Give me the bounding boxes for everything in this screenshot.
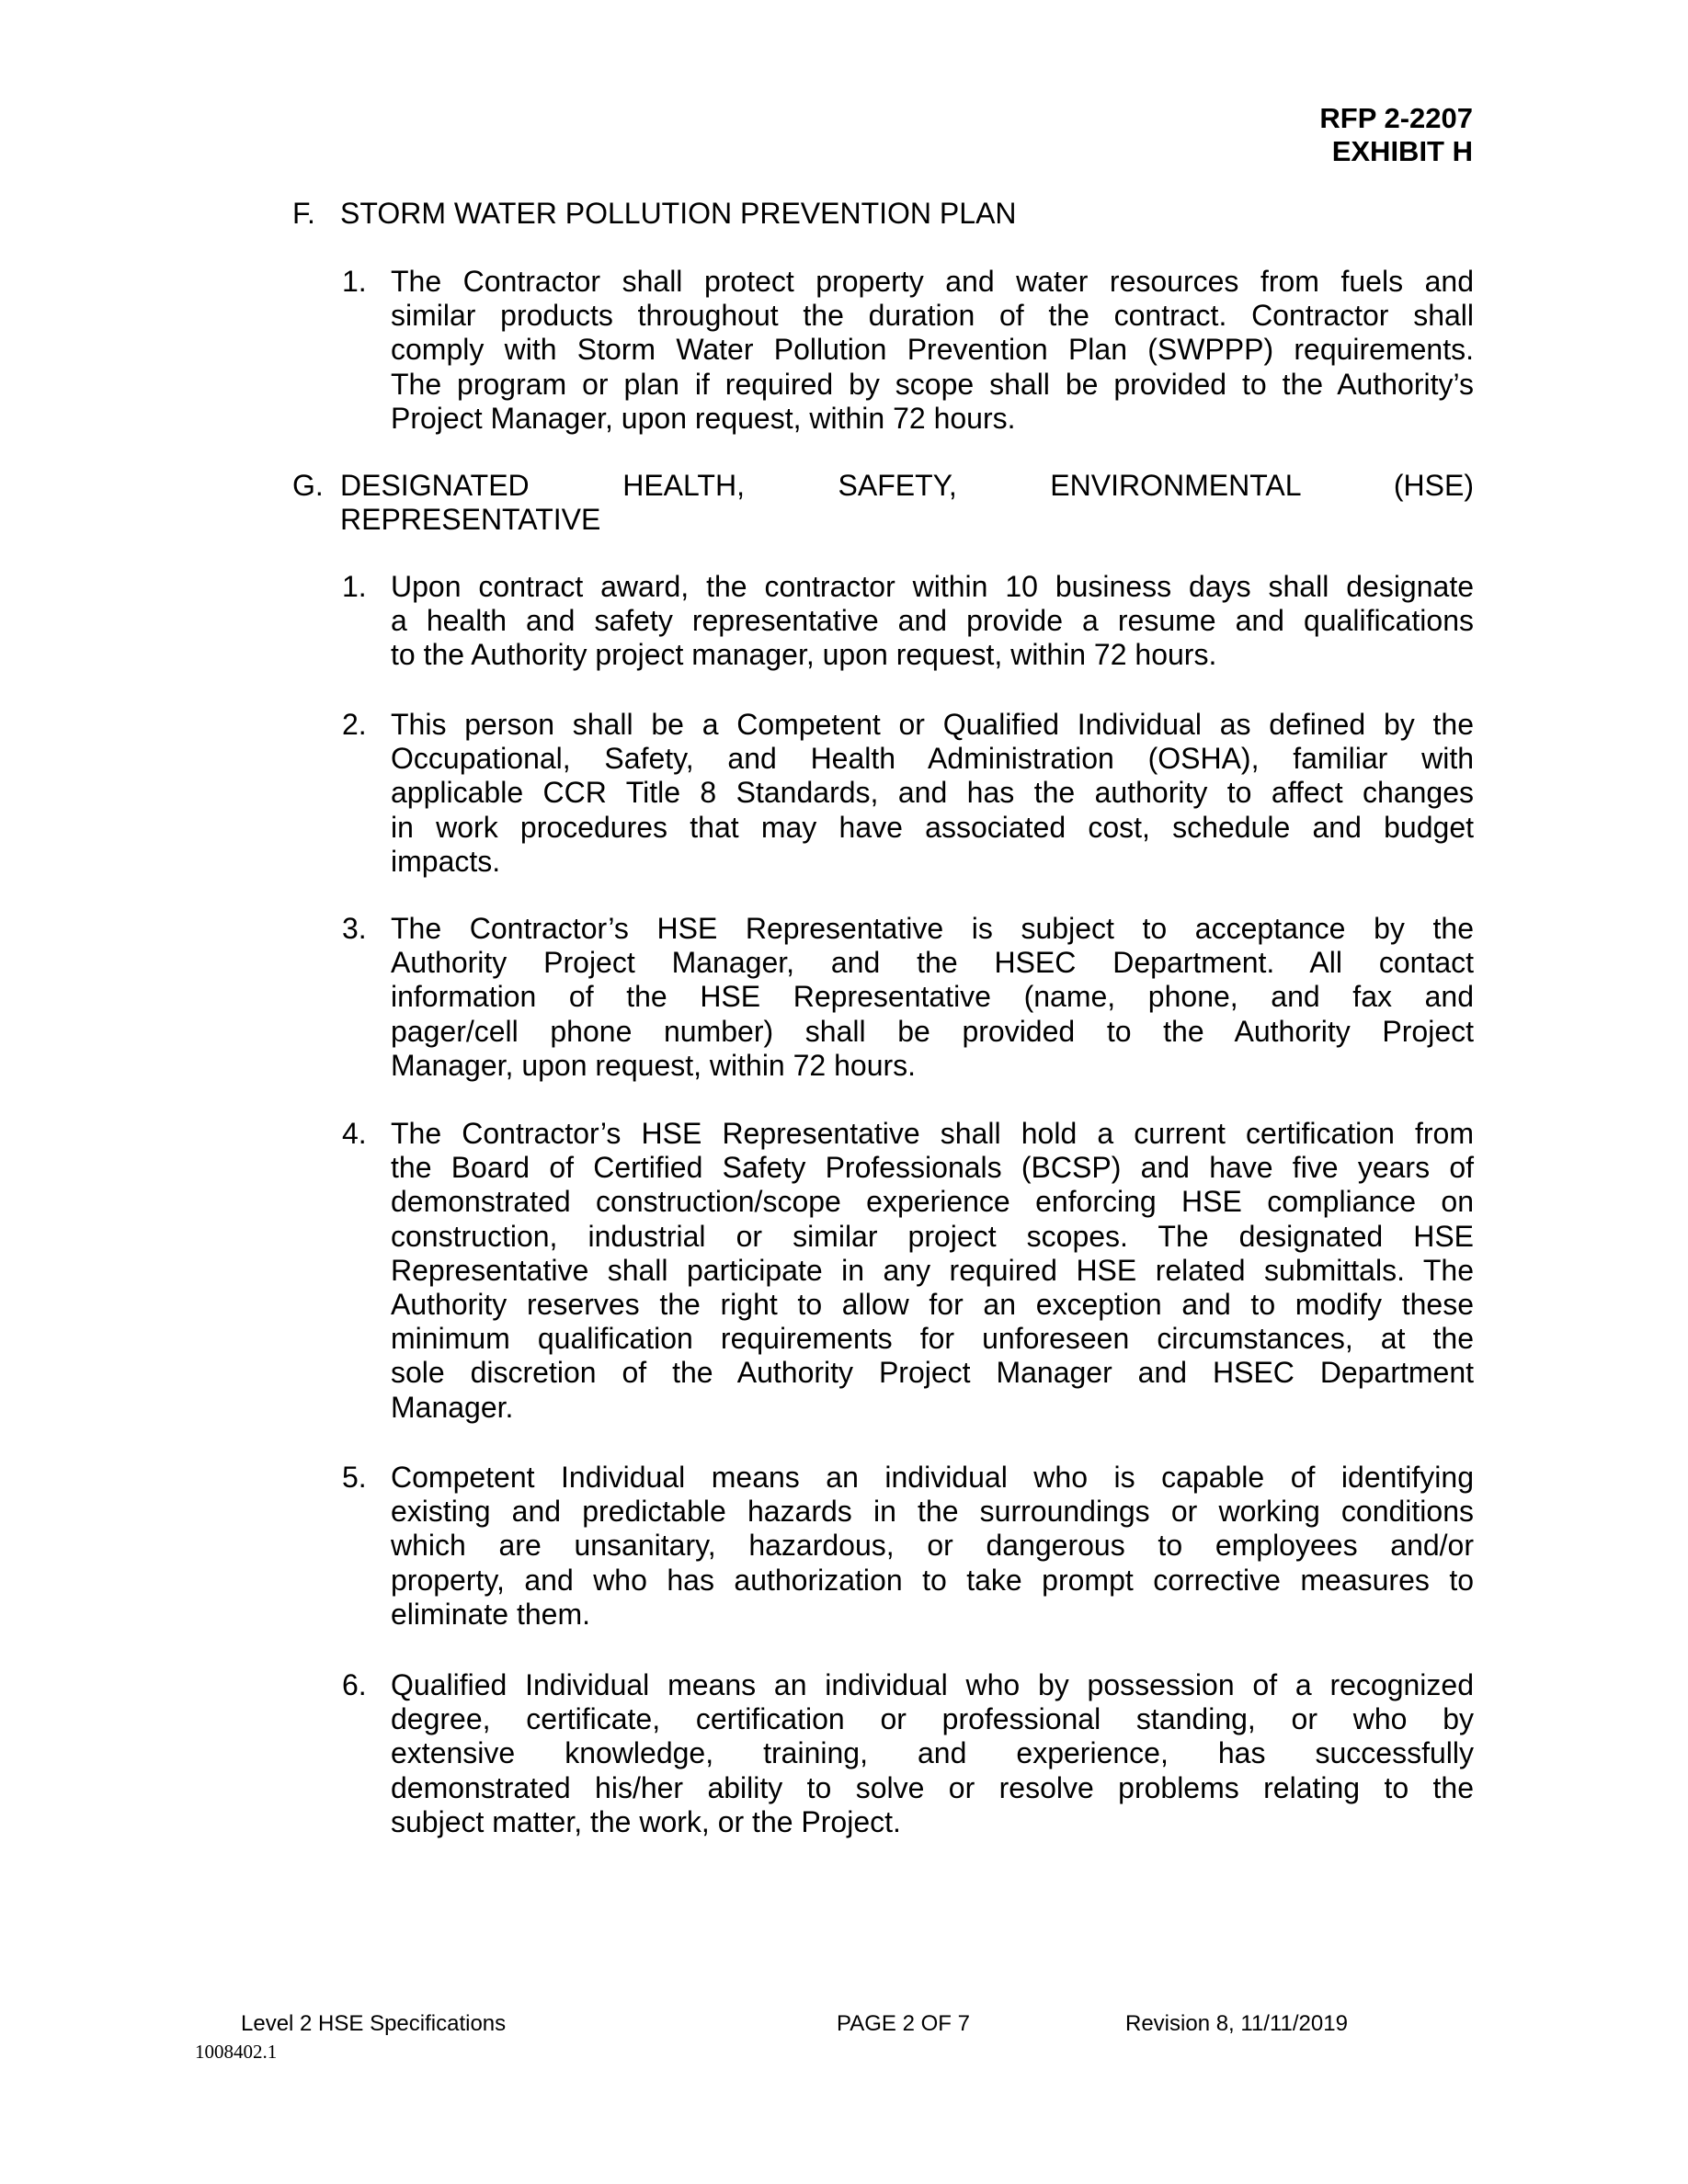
text-line: Representative shall participate in any required HSE related submittals. The: [391, 1253, 1474, 1287]
footer-title: Level 2 HSE Specifications: [241, 2011, 507, 2036]
text-line: Project Manager, upon request, within 72 hours.: [391, 401, 1016, 435]
section-heading: [340, 469, 1474, 537]
item-number: 6.: [342, 1668, 367, 1701]
text-line: to the Authority project manager, upon request, within 72 hours.: [391, 638, 1217, 672]
item-text: [391, 1668, 1474, 1839]
text-line: Authority Project Manager, and the HSEC Department. All contact: [391, 946, 1474, 980]
text-line: property, and who has authorization to take prompt corrective measures to: [391, 1563, 1474, 1597]
text-line: the Board of Certified Safety Professionals (BCSP) and have five years of: [391, 1151, 1474, 1185]
text-line: in work procedures that may have associated cost, schedule and budget: [391, 810, 1474, 844]
text-line: Manager.: [391, 1390, 514, 1424]
document-id: 1008402.1: [195, 2041, 278, 2063]
text-line: Occupational, Safety, and Health Administration (OSHA), familiar with: [391, 742, 1474, 776]
text-line: The Contractor’s HSE Representative is subject to acceptance by the: [391, 912, 1474, 945]
item-text: [391, 1117, 1474, 1425]
text-line: The Contractor’s HSE Representative shall hold a current certification from: [391, 1117, 1474, 1150]
text-line: STORM WATER POLLUTION PREVENTION PLAN: [340, 197, 1017, 230]
item-number: 4.: [342, 1117, 367, 1150]
text-line: minimum qualification requirements for unforeseen circumstances, at the: [391, 1322, 1474, 1356]
item-text: [391, 1461, 1474, 1632]
text-line: degree, certificate, certification or professional standing, or who by: [391, 1702, 1474, 1736]
text-line: comply with Storm Water Pollution Prevention Plan (SWPPP) requirements.: [391, 333, 1474, 367]
text-line: Authority reserves the right to allow for an exception and to modify these: [391, 1287, 1474, 1321]
item-number: 1.: [342, 570, 367, 603]
text-line: extensive knowledge, training, and experience, has successfully: [391, 1736, 1474, 1770]
text-line: Upon contract award, the contractor within 10 business days shall designate: [391, 570, 1474, 603]
text-line: impacts.: [391, 844, 501, 878]
item-text: [391, 912, 1474, 1083]
item-number: 5.: [342, 1461, 367, 1494]
item-number: 2.: [342, 708, 367, 741]
text-line: demonstrated construction/scope experience enforcing HSE compliance on: [391, 1185, 1474, 1219]
text-line: information of the HSE Representative (name, phone, and fax and: [391, 980, 1474, 1014]
text-line: This person shall be a Competent or Qualified Individual as defined by the: [391, 708, 1474, 741]
item-text: [391, 708, 1474, 879]
text-line: construction, industrial or similar project scopes. The designated HSE: [391, 1219, 1474, 1253]
rfp-number: RFP 2-2207: [1319, 102, 1473, 134]
text-line: a health and safety representative and provide a resume and qualifications: [391, 604, 1474, 638]
footer-page-number: PAGE 2 OF 7: [837, 2011, 970, 2036]
exhibit-label: EXHIBIT H: [1331, 135, 1473, 167]
text-line: pager/cell phone number) shall be provided to the Authority Project: [391, 1014, 1474, 1048]
text-line: existing and predictable hazards in the surroundings or working conditions: [391, 1495, 1474, 1529]
item-number: 1.: [342, 265, 367, 298]
text-line: which are unsanitary, hazardous, or dangerous to employees and/or: [391, 1529, 1474, 1563]
text-line: eliminate them.: [391, 1597, 590, 1631]
text-line: demonstrated his/her ability to solve or resolve problems relating to the: [391, 1770, 1474, 1804]
text-line: DESIGNATED HEALTH, SAFETY, ENVIRONMENTAL (HSE): [340, 469, 1474, 502]
text-line: subject matter, the work, or the Project.: [391, 1804, 901, 1838]
section-heading: [340, 197, 1474, 231]
item-number: 3.: [342, 912, 367, 945]
text-line: REPRESENTATIVE: [340, 503, 601, 537]
text-line: applicable CCR Title 8 Standards, and has the authority to affect changes: [391, 776, 1474, 810]
text-line: The program or plan if required by scope shall be provided to the Authority’s: [391, 367, 1474, 401]
text-line: similar products throughout the duration of the contract. Contractor shall: [391, 299, 1474, 333]
text-line: Competent Individual means an individual who is capable of identifying: [391, 1461, 1474, 1494]
footer-revision: Revision 8, 11/11/2019: [1125, 2011, 1348, 2036]
text-line: The Contractor shall protect property and water resources from fuels and: [391, 265, 1474, 298]
section-letter: F.: [292, 197, 315, 230]
item-text: [391, 265, 1474, 436]
text-line: Qualified Individual means an individual who by possession of a recognized: [391, 1668, 1474, 1701]
text-line: sole discretion of the Authority Project Manager and HSEC Department: [391, 1356, 1474, 1390]
text-line: Manager, upon request, within 72 hours.: [391, 1048, 917, 1082]
item-text: [391, 570, 1474, 673]
section-letter: G.: [292, 469, 324, 502]
